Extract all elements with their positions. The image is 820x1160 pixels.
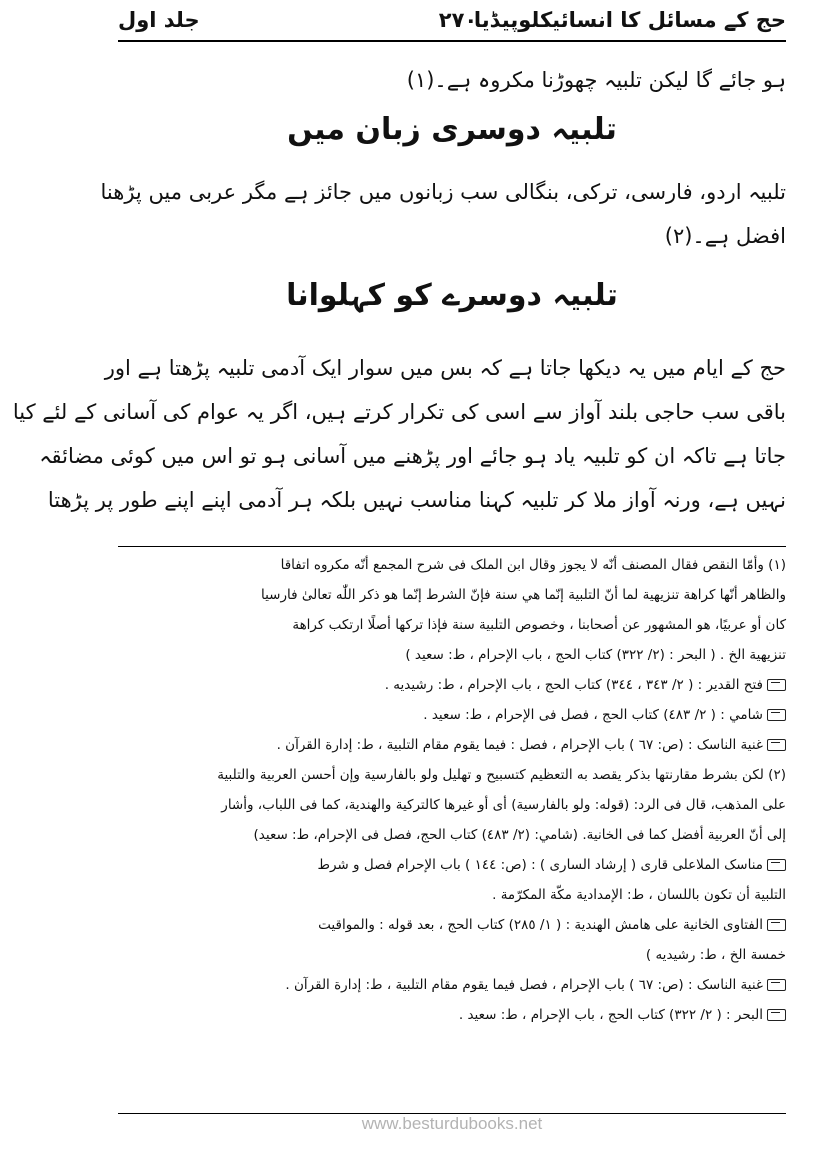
footnote-text: فتح القدير : ( ٢/ ٣٤٣ ، ٣٤٤) کتاب الحج ، باب الإحرام ، ط: رشيديه . [384,677,763,693]
header-rule [118,40,786,42]
book-icon [767,679,786,691]
footnote-line [118,550,786,580]
text-line: افضل ہے۔(۲) [664,224,786,248]
footnote-line [118,580,786,610]
book-icon [767,1009,786,1021]
footnote-text: مناسک الملاعلی قاری ( إرشاد الساری ) : (ص: ١٤٤ ) باب الإحرام فصل و شرط [317,857,763,873]
page-header [118,6,786,36]
footnote-separator [118,546,786,547]
book-icon [767,739,786,751]
text-line: باقی سب حاجی بلند آواز سے اسی کی تکرار کرتے ہیں، اگر یہ عوام کی آسانی کے لئے کیا [12,400,786,424]
footnote-line [118,940,786,970]
footnote-text: تنزيهية الخ . ( البحر : (٢/ ٣٢٢) کتاب الحج ، باب الإحرام ، ط: سعيد ) [405,647,786,663]
paragraph-2 [12,346,786,522]
book-icon [767,859,786,871]
footnote-line [118,1000,786,1030]
volume-label: جلد اول [118,8,200,32]
book-icon [767,919,786,931]
footnote-text: شامي : ( ٢/ ٤٨٣) کتاب الحج ، فصل فی الإحرام ، ط: سعيد . [423,707,763,723]
text-line: حج کے ایام میں یہ دیکھا جاتا ہے کہ بس میں سوار ایک آدمی تلبیہ پڑھتا ہے اور [104,356,786,380]
footnote-text: غنية الناسک : (ص: ٦٧ ) باب الإحرام ، فصل فيما يقوم مقام التلبية ، ط: إدارة القرآن . [285,977,763,993]
footnote-line [118,790,786,820]
section-heading-2: تلبیہ دوسرے کو کہلوانا [286,278,618,313]
book-title: حج کے مسائل کا انسائیکلوپیڈیا [473,8,786,32]
footnote-text: إلى أنّ العربية أفضل کما فی الخانية. (شامي: (٢/ ٤٨٣) کتاب الحج، فصل فی الإحرام، ط: سعيد) [253,827,786,843]
text-line: تلبیہ اردو، فارسی، ترکی، بنگالی سب زبانوں میں جائز ہے مگر عربی میں پڑھنا [100,180,786,204]
book-icon [767,979,786,991]
text-line: جاتا ہے تاکہ ان کو تلبیہ یاد ہو جائے اور پڑھنے میں آسانی ہو تو اس میں کوئی مضائقہ [39,444,786,468]
intro-line [118,58,786,102]
footnote-line [118,610,786,640]
footnote-text: (١) وأمّا النقص فقال المصنف أنّه لا يجوز وقال ابن الملک فی شرح المجمع أنّه مکروه اتفاقا [280,557,786,573]
footnote-line [118,970,786,1000]
paragraph-1 [100,170,786,258]
footnote-text: (٢) لکن بشرط مقارنتها بذکر يقصد به التعظيم کتسبيح و تهليل ولو بالفارسية وإن أحسن العربية والتلبية [217,767,786,783]
footnote-line [118,730,786,760]
footnote-text: خمسة الخ ، ط: رشيديه ) [645,947,786,963]
text-line: ہو جائے گا لیکن تلبیہ چھوڑنا مکروہ ہے۔(۱) [406,68,786,92]
section-heading-1: تلبیہ دوسری زبان میں [287,112,617,147]
footnote-text: والظاهر أنّها کراهة تنزيهية لما أنّ التلبية إنّما هي سنة فإنّ الشرط إنّما هو ذکر اللّٰه تعالیٰ فارسيا [260,587,786,603]
footnote-text: غنية الناسک : (ص: ٦٧ ) باب الإحرام ، فصل : فيما يقوم مقام التلبية ، ط: إدارة القرآن . [276,737,763,753]
text-line: نہیں ہے، ورنہ آواز ملا کر تلبیہ کہنا مناسب نہیں بلکہ ہر آدمی اپنے اپنے طور پر پڑھتا [47,488,786,512]
footnote-line [118,820,786,850]
book-icon [767,709,786,721]
footnote-text: کان أو عربيًا، هو المشهور عن أصحابنا ، وخصوص التلبية سنة فإذا ترکها أصلًا ارتکب کراهة [292,617,786,633]
footnote-line [118,850,786,880]
page-number: ۲۷۰ [438,8,478,32]
footnote-line [118,760,786,790]
watermark: www.besturdubooks.net [361,1114,543,1133]
footnote-text: الفتاوی الخانية علی هامش الهندية : ( ١/ ٢٨٥) کتاب الحج ، بعد قوله : والمواقيت [318,917,763,933]
footnote-line [118,880,786,910]
footnote-line [118,670,786,700]
footnote-text: التلبية أن تکون باللسان ، ط: الإمدادية مکّة المکرّمة . [492,887,786,903]
footnote-line [118,700,786,730]
footnote-text: علی المذهب، قال فی الرد: (قوله: ولو بالفارسية) أی أو غيرها کالترکية والهندية، کما فی اللباب، وأشار [221,797,786,813]
footnote-line [118,640,786,670]
footnote-text: البحر : ( ٢/ ٣٢٢) کتاب الحج ، باب الإحرام ، ط: سعيد . [458,1007,763,1023]
footnote-line [118,910,786,940]
